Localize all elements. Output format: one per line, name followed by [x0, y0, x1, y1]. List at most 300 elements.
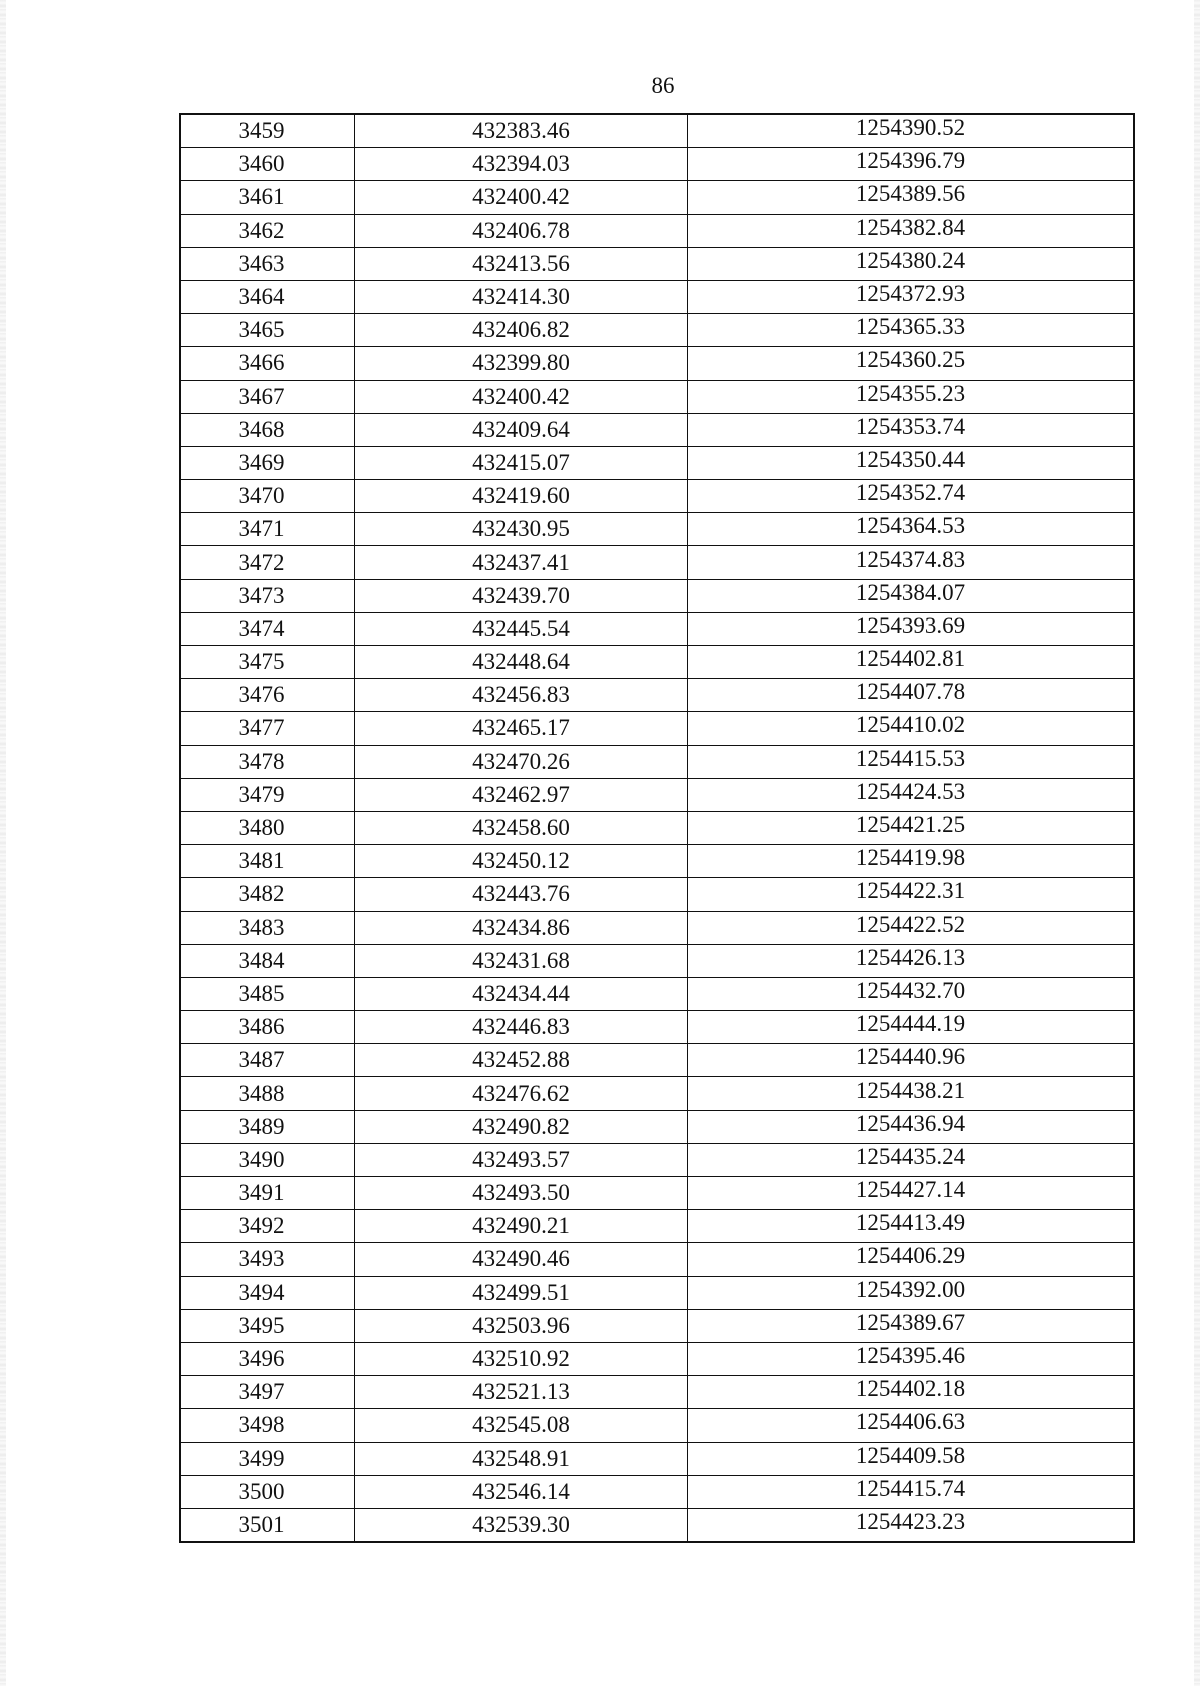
point-number-cell: [180, 646, 355, 679]
x-coordinate-cell: [355, 745, 688, 778]
cell-text: 1254409.58: [855, 1442, 966, 1468]
cell-text: 1254380.24: [855, 247, 966, 273]
point-number-cell: [180, 1309, 355, 1342]
cell-text: 3467: [238, 383, 285, 409]
y-coordinate-cell: [688, 446, 1135, 479]
cell-text: 432406.78: [472, 217, 570, 243]
cell-text: 1254372.93: [855, 281, 966, 307]
table-row: [180, 214, 1134, 247]
y-coordinate-cell: [688, 1409, 1135, 1442]
table-row: [180, 1143, 1134, 1176]
y-coordinate-cell: [688, 347, 1135, 380]
x-coordinate-cell: [355, 546, 688, 579]
cell-text: 432431.68: [472, 947, 570, 973]
cell-text: 1254432.70: [855, 977, 966, 1003]
cell-text: 3483: [238, 914, 285, 940]
cell-text: 3488: [238, 1080, 285, 1106]
table-row: [180, 1309, 1134, 1342]
x-coordinate-cell: [355, 878, 688, 911]
cell-text: 1254402.18: [855, 1376, 966, 1402]
point-number-cell: [180, 314, 355, 347]
x-coordinate-cell: [355, 1276, 688, 1309]
table-row: [180, 679, 1134, 712]
point-number-cell: [180, 845, 355, 878]
cell-text: 1254413.49: [855, 1210, 966, 1236]
cell-text: 3463: [238, 250, 285, 276]
cell-text: 1254402.81: [855, 646, 966, 672]
y-coordinate-cell: [688, 646, 1135, 679]
x-coordinate-cell: [355, 446, 688, 479]
y-coordinate-cell: [688, 1508, 1135, 1542]
x-coordinate-cell: [355, 1077, 688, 1110]
table-row: [180, 513, 1134, 546]
y-coordinate-cell: [688, 1342, 1135, 1375]
x-coordinate-cell: [355, 1110, 688, 1143]
x-coordinate-cell: [355, 579, 688, 612]
cell-text: 3466: [238, 350, 285, 376]
table-row: [180, 878, 1134, 911]
table-row: [180, 811, 1134, 844]
cell-text: 1254424.53: [855, 778, 966, 804]
cell-text: 3499: [238, 1445, 285, 1471]
point-number-cell: [180, 1044, 355, 1077]
cell-text: 432493.57: [472, 1146, 570, 1172]
y-coordinate-cell: [688, 1475, 1135, 1508]
x-coordinate-cell: [355, 612, 688, 645]
table-row: [180, 579, 1134, 612]
cell-text: 3481: [238, 848, 285, 874]
cell-text: 432394.03: [472, 151, 570, 177]
table-row: [180, 314, 1134, 347]
point-number-cell: [180, 446, 355, 479]
table-row: [180, 1342, 1134, 1375]
cell-text: 432409.64: [472, 416, 570, 442]
table-row: [180, 1044, 1134, 1077]
x-coordinate-cell: [355, 778, 688, 811]
point-number-cell: [180, 977, 355, 1010]
x-coordinate-cell: [355, 1475, 688, 1508]
cell-text: 432415.07: [472, 449, 570, 475]
cell-text: 1254435.24: [855, 1143, 966, 1169]
cell-text: 3473: [238, 582, 285, 608]
cell-text: 3500: [238, 1478, 285, 1504]
cell-text: 432400.42: [472, 184, 570, 210]
table-row: [180, 546, 1134, 579]
table-row: [180, 1177, 1134, 1210]
x-coordinate-cell: [355, 247, 688, 280]
x-coordinate-cell: [355, 181, 688, 214]
y-coordinate-cell: [688, 114, 1135, 148]
cell-text: 3475: [238, 649, 285, 675]
cell-text: 1254390.52: [855, 115, 966, 141]
table-row: [180, 612, 1134, 645]
y-coordinate-cell: [688, 413, 1135, 446]
x-coordinate-cell: [355, 977, 688, 1010]
cell-text: 432493.50: [472, 1180, 570, 1206]
cell-text: 1254352.74: [855, 480, 966, 506]
y-coordinate-cell: [688, 811, 1135, 844]
table-row: [180, 480, 1134, 513]
x-coordinate-cell: [355, 513, 688, 546]
cell-text: 3471: [238, 516, 285, 542]
y-coordinate-cell: [688, 1044, 1135, 1077]
x-coordinate-cell: [355, 845, 688, 878]
cell-text: 1254422.31: [855, 878, 966, 904]
cell-text: 432470.26: [472, 748, 570, 774]
table-row: [180, 911, 1134, 944]
point-number-cell: [180, 679, 355, 712]
point-number-cell: [180, 1243, 355, 1276]
x-coordinate-cell: [355, 646, 688, 679]
cell-text: 1254392.00: [855, 1276, 966, 1302]
table-row: [180, 1243, 1134, 1276]
table-row: [180, 1376, 1134, 1409]
cell-text: 1254422.52: [855, 911, 966, 937]
cell-text: 432446.83: [472, 1014, 570, 1040]
cell-text: 432434.44: [472, 980, 570, 1006]
y-coordinate-cell: [688, 579, 1135, 612]
cell-text: 1254353.74: [855, 413, 966, 439]
table-row: [180, 1508, 1134, 1542]
point-number-cell: [180, 546, 355, 579]
cell-text: 432503.96: [472, 1312, 570, 1338]
y-coordinate-cell: [688, 745, 1135, 778]
cell-text: 432430.95: [472, 516, 570, 542]
table-body: [180, 114, 1134, 1542]
cell-text: 432413.56: [472, 250, 570, 276]
cell-text: 432450.12: [472, 848, 570, 874]
cell-text: 1254364.53: [855, 513, 966, 539]
y-coordinate-cell: [688, 280, 1135, 313]
cell-text: 3462: [238, 217, 285, 243]
x-coordinate-cell: [355, 1376, 688, 1409]
x-coordinate-cell: [355, 1342, 688, 1375]
cell-text: 432443.76: [472, 881, 570, 907]
point-number-cell: [180, 1442, 355, 1475]
point-number-cell: [180, 878, 355, 911]
table-row: [180, 1475, 1134, 1508]
cell-text: 432399.80: [472, 350, 570, 376]
x-coordinate-cell: [355, 214, 688, 247]
cell-text: 1254360.25: [855, 347, 966, 373]
cell-text: 3472: [238, 549, 285, 575]
cell-text: 1254407.78: [855, 679, 966, 705]
y-coordinate-cell: [688, 1442, 1135, 1475]
point-number-cell: [180, 778, 355, 811]
cell-text: 1254406.63: [855, 1409, 966, 1435]
y-coordinate-cell: [688, 247, 1135, 280]
y-coordinate-cell: [688, 1177, 1135, 1210]
point-number-cell: [180, 1409, 355, 1442]
table-row: [180, 1276, 1134, 1309]
cell-text: 432419.60: [472, 483, 570, 509]
y-coordinate-cell: [688, 911, 1135, 944]
cell-text: 3480: [238, 815, 285, 841]
y-coordinate-cell: [688, 1276, 1135, 1309]
x-coordinate-cell: [355, 380, 688, 413]
y-coordinate-cell: [688, 1210, 1135, 1243]
cell-text: 1254440.96: [855, 1044, 966, 1070]
x-coordinate-cell: [355, 811, 688, 844]
y-coordinate-cell: [688, 1077, 1135, 1110]
y-coordinate-cell: [688, 546, 1135, 579]
point-number-cell: [180, 1177, 355, 1210]
cell-text: 3469: [238, 449, 285, 475]
point-number-cell: [180, 811, 355, 844]
cell-text: 1254423.23: [855, 1508, 966, 1534]
x-coordinate-cell: [355, 1143, 688, 1176]
cell-text: 432465.17: [472, 715, 570, 741]
table-row: [180, 380, 1134, 413]
table-row: [180, 712, 1134, 745]
table-row: [180, 778, 1134, 811]
table-row: [180, 347, 1134, 380]
cell-text: 1254415.74: [855, 1475, 966, 1501]
point-number-cell: [180, 1276, 355, 1309]
cell-text: 432490.46: [472, 1246, 570, 1272]
table-row: [180, 944, 1134, 977]
cell-text: 3476: [238, 682, 285, 708]
table-row: [180, 745, 1134, 778]
x-coordinate-cell: [355, 480, 688, 513]
cell-text: 432400.42: [472, 383, 570, 409]
cell-text: 432462.97: [472, 781, 570, 807]
cell-text: 1254421.25: [855, 812, 966, 838]
point-number-cell: [180, 214, 355, 247]
x-coordinate-cell: [355, 1210, 688, 1243]
cell-text: 1254374.83: [855, 546, 966, 572]
y-coordinate-cell: [688, 778, 1135, 811]
point-number-cell: [180, 1011, 355, 1044]
coordinates-table-container: [179, 113, 1129, 1543]
y-coordinate-cell: [688, 977, 1135, 1010]
table-row: [180, 977, 1134, 1010]
cell-text: 3484: [238, 947, 285, 973]
table-row: [180, 247, 1134, 280]
point-number-cell: [180, 380, 355, 413]
cell-text: 1254393.69: [855, 612, 966, 638]
cell-text: 3495: [238, 1312, 285, 1338]
cell-text: 3494: [238, 1279, 285, 1305]
cell-text: 1254382.84: [855, 214, 966, 240]
cell-text: 432383.46: [472, 118, 570, 144]
table-row: [180, 845, 1134, 878]
cell-text: 432414.30: [472, 284, 570, 310]
point-number-cell: [180, 712, 355, 745]
cell-text: 1254406.29: [855, 1243, 966, 1269]
scan-edge-left: [0, 0, 6, 1686]
cell-text: 1254444.19: [855, 1011, 966, 1037]
point-number-cell: [180, 911, 355, 944]
cell-text: 432490.82: [472, 1113, 570, 1139]
cell-text: 432434.86: [472, 914, 570, 940]
y-coordinate-cell: [688, 480, 1135, 513]
point-number-cell: [180, 745, 355, 778]
y-coordinate-cell: [688, 712, 1135, 745]
x-coordinate-cell: [355, 1409, 688, 1442]
cell-text: 432456.83: [472, 682, 570, 708]
y-coordinate-cell: [688, 181, 1135, 214]
point-number-cell: [180, 1210, 355, 1243]
cell-text: 3460: [238, 151, 285, 177]
table-row: [180, 1077, 1134, 1110]
x-coordinate-cell: [355, 1508, 688, 1542]
y-coordinate-cell: [688, 944, 1135, 977]
table-row: [180, 1110, 1134, 1143]
point-number-cell: [180, 1143, 355, 1176]
point-number-cell: [180, 247, 355, 280]
cell-text: 1254396.79: [855, 148, 966, 174]
x-coordinate-cell: [355, 114, 688, 148]
y-coordinate-cell: [688, 1309, 1135, 1342]
y-coordinate-cell: [688, 380, 1135, 413]
y-coordinate-cell: [688, 878, 1135, 911]
cell-text: 1254410.02: [855, 712, 966, 738]
cell-text: 432539.30: [472, 1511, 570, 1537]
x-coordinate-cell: [355, 1243, 688, 1276]
x-coordinate-cell: [355, 148, 688, 181]
cell-text: 3464: [238, 284, 285, 310]
table-row: [180, 446, 1134, 479]
cell-text: 3459: [238, 118, 285, 144]
x-coordinate-cell: [355, 1177, 688, 1210]
table-row: [180, 1011, 1134, 1044]
cell-text: 3498: [238, 1412, 285, 1438]
cell-text: 3470: [238, 483, 285, 509]
x-coordinate-cell: [355, 911, 688, 944]
x-coordinate-cell: [355, 347, 688, 380]
cell-text: 432548.91: [472, 1445, 570, 1471]
y-coordinate-cell: [688, 612, 1135, 645]
cell-text: 3486: [238, 1014, 285, 1040]
cell-text: 432510.92: [472, 1346, 570, 1372]
cell-text: 1254355.23: [855, 380, 966, 406]
cell-text: 432490.21: [472, 1213, 570, 1239]
cell-text: 3474: [238, 615, 285, 641]
table-row: [180, 280, 1134, 313]
cell-text: 1254419.98: [855, 845, 966, 871]
cell-text: 432499.51: [472, 1279, 570, 1305]
table-row: [180, 148, 1134, 181]
page-number: 86: [651, 73, 675, 98]
cell-text: 3479: [238, 781, 285, 807]
cell-text: 3491: [238, 1180, 285, 1206]
cell-text: 3482: [238, 881, 285, 907]
point-number-cell: [180, 1110, 355, 1143]
x-coordinate-cell: [355, 280, 688, 313]
point-number-cell: [180, 612, 355, 645]
point-number-cell: [180, 480, 355, 513]
cell-text: 1254427.14: [855, 1177, 966, 1203]
cell-text: 1254389.67: [855, 1309, 966, 1335]
cell-text: 432476.62: [472, 1080, 570, 1106]
point-number-cell: [180, 280, 355, 313]
point-number-cell: [180, 1077, 355, 1110]
point-number-cell: [180, 1508, 355, 1542]
y-coordinate-cell: [688, 1376, 1135, 1409]
table-row: [180, 181, 1134, 214]
cell-text: 432406.82: [472, 317, 570, 343]
y-coordinate-cell: [688, 679, 1135, 712]
y-coordinate-cell: [688, 214, 1135, 247]
x-coordinate-cell: [355, 679, 688, 712]
y-coordinate-cell: [688, 845, 1135, 878]
cell-text: 3461: [238, 184, 285, 210]
y-coordinate-cell: [688, 148, 1135, 181]
cell-text: 3497: [238, 1379, 285, 1405]
cell-text: 432437.41: [472, 549, 570, 575]
cell-text: 3465: [238, 317, 285, 343]
cell-text: 3490: [238, 1146, 285, 1172]
table-row: [180, 1210, 1134, 1243]
cell-text: 432521.13: [472, 1379, 570, 1405]
cell-text: 432445.54: [472, 615, 570, 641]
scan-edge-right: [1194, 0, 1200, 1686]
cell-text: 432448.64: [472, 649, 570, 675]
cell-text: 1254350.44: [855, 446, 966, 472]
x-coordinate-cell: [355, 413, 688, 446]
cell-text: 1254384.07: [855, 579, 966, 605]
table-row: [180, 1442, 1134, 1475]
cell-text: 3492: [238, 1213, 285, 1239]
x-coordinate-cell: [355, 712, 688, 745]
point-number-cell: [180, 1342, 355, 1375]
cell-text: 3477: [238, 715, 285, 741]
x-coordinate-cell: [355, 1309, 688, 1342]
y-coordinate-cell: [688, 1243, 1135, 1276]
cell-text: 1254389.56: [855, 181, 966, 207]
table-row: [180, 413, 1134, 446]
x-coordinate-cell: [355, 944, 688, 977]
table-row: [180, 1409, 1134, 1442]
point-number-cell: [180, 579, 355, 612]
point-number-cell: [180, 148, 355, 181]
cell-text: 3501: [238, 1511, 285, 1537]
y-coordinate-cell: [688, 1110, 1135, 1143]
cell-text: 3496: [238, 1346, 285, 1372]
y-coordinate-cell: [688, 1143, 1135, 1176]
cell-text: 3489: [238, 1113, 285, 1139]
x-coordinate-cell: [355, 1011, 688, 1044]
cell-text: 1254415.53: [855, 745, 966, 771]
point-number-cell: [180, 944, 355, 977]
y-coordinate-cell: [688, 1011, 1135, 1044]
cell-text: 1254365.33: [855, 314, 966, 340]
cell-text: 432452.88: [472, 1047, 570, 1073]
cell-text: 1254436.94: [855, 1110, 966, 1136]
cell-text: 3487: [238, 1047, 285, 1073]
cell-text: 1254426.13: [855, 944, 966, 970]
x-coordinate-cell: [355, 1442, 688, 1475]
point-number-cell: [180, 181, 355, 214]
point-number-cell: [180, 1475, 355, 1508]
table-row: [180, 114, 1134, 148]
point-number-cell: [180, 1376, 355, 1409]
cell-text: 3493: [238, 1246, 285, 1272]
cell-text: 432545.08: [472, 1412, 570, 1438]
point-number-cell: [180, 513, 355, 546]
point-number-cell: [180, 114, 355, 148]
x-coordinate-cell: [355, 314, 688, 347]
cell-text: 1254438.21: [855, 1077, 966, 1103]
cell-text: 1254395.46: [855, 1343, 966, 1369]
cell-text: 3478: [238, 748, 285, 774]
coordinates-table: [179, 113, 1135, 1543]
cell-text: 432439.70: [472, 582, 570, 608]
y-coordinate-cell: [688, 314, 1135, 347]
point-number-cell: [180, 347, 355, 380]
cell-text: 432546.14: [472, 1478, 570, 1504]
